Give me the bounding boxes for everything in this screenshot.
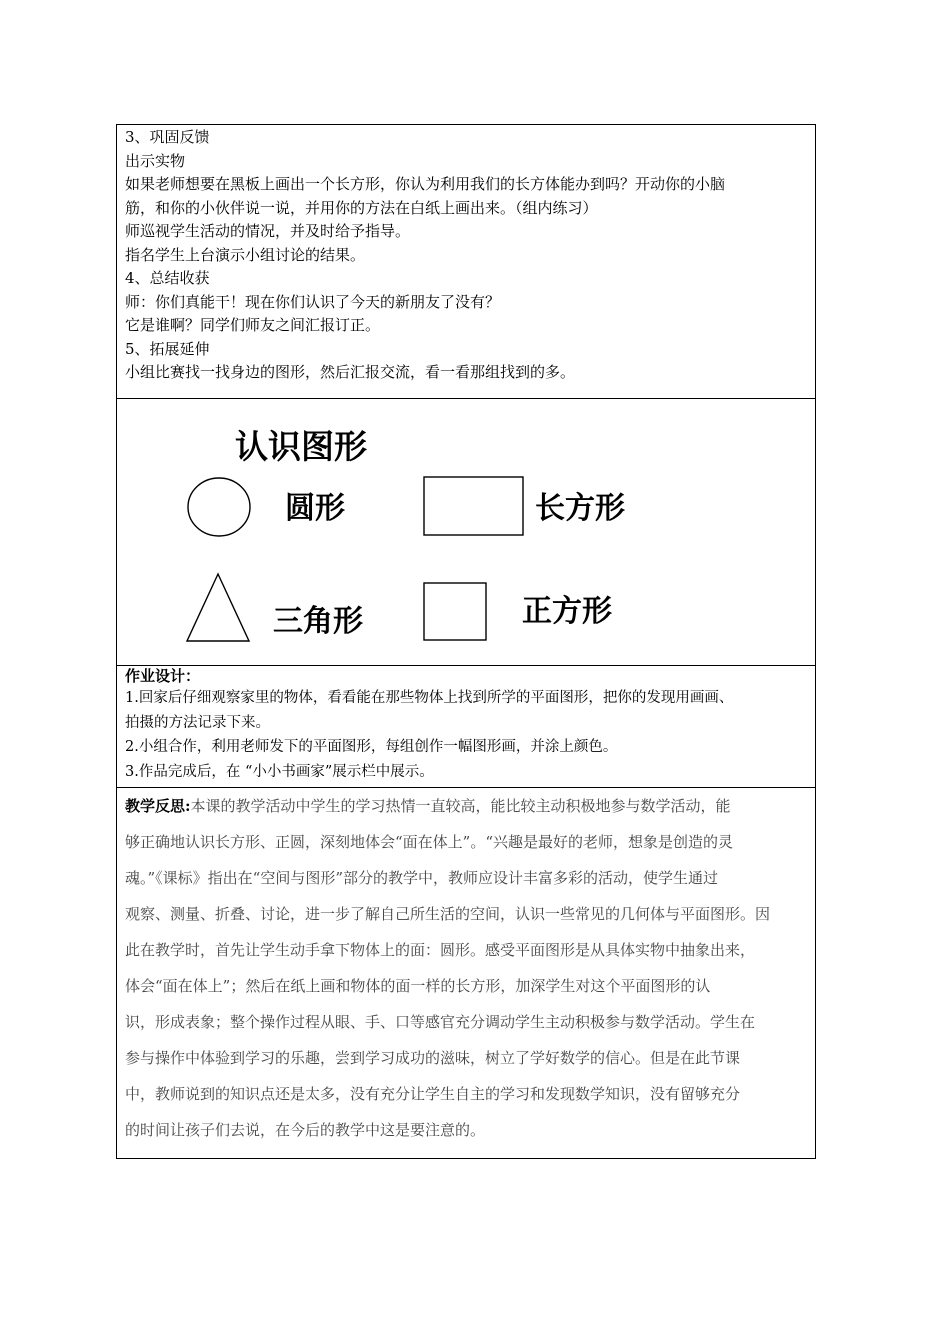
- blackboard-design: [117, 399, 815, 665]
- homework-section: [117, 666, 816, 788]
- reflection-line: 的时间让孩子们去说，在今后的教学中这是要注意的。: [125, 1121, 486, 1139]
- reflection-line: 参与操作中体验到学习的乐趣，尝到学习成功的滋味，树立了学好数学的信心。但是在此节课: [125, 1049, 741, 1067]
- text-line: 出示实物: [125, 151, 186, 170]
- board-title: 认识图形: [235, 427, 367, 466]
- homework-item: 拍摄的方法记录下来。: [125, 714, 270, 731]
- consolidation-section: [117, 125, 816, 399]
- square-shape: [423, 582, 489, 644]
- text-line: 指名学生上台演示小组讨论的结果。: [125, 245, 366, 264]
- reflection-line: 体会“面在体上”；然后在纸上画和物体的面一样的长方形，加深学生对这个平面图形的认: [125, 977, 711, 995]
- triangle-label: 三角形: [273, 604, 363, 639]
- reflection-line: [125, 788, 807, 824]
- reflection-section: [117, 788, 816, 1159]
- circle-label: 圆形: [285, 491, 345, 526]
- blackboard-design-section: [117, 399, 816, 666]
- reflection-line: 魂。”《课标》指出在“空间与图形”部分的教学中，教师应设计丰富多彩的活动，使学生通过: [125, 869, 719, 887]
- text-line: 如果老师想要在黑板上画出一个长方形，你认为利用我们的长方体能办到吗？开动你的小脑: [125, 175, 726, 193]
- text-line: 5、拓展延伸: [125, 339, 210, 358]
- lesson-table: [116, 124, 816, 1159]
- reflection-line: 识，形成表象；整个操作过程从眼、手、口等感官充分调动学生主动积极参与数学活动。学生在: [125, 1013, 756, 1031]
- reflection-line: 观察、测量、折叠、讨论，进一步了解自己所生活的空间，认识一些常见的几何体与平面图形。因: [125, 905, 771, 923]
- homework-item: 3.作品完成后，在 “小小书画家”展示栏中展示。: [125, 763, 434, 780]
- text-line: 师巡视学生活动的情况，并及时给予指导。: [125, 222, 411, 240]
- text-line: 4、总结收获: [125, 269, 210, 287]
- rectangle-shape: [423, 476, 525, 538]
- text-line: 3、巩固反馈: [125, 128, 210, 146]
- reflection-heading: 教学反思:: [125, 797, 191, 815]
- reflection-line: 中，教师说到的知识点还是太多，没有充分让学生自主的学习和发现数学知识，没有留够充分: [125, 1085, 741, 1103]
- text-line: 筋，和你的小伙伴说一说，并用你的方法在白纸上画出来。（组内练习）: [125, 198, 598, 217]
- homework-item: 1.回家后仔细观察家里的物体，看看能在那些物体上找到所学的平面图形，把你的发现用画画、: [125, 690, 734, 706]
- triangle-shape: [186, 572, 252, 644]
- reflection-text: 本课的教学活动中学生的学习热情一直较高，能比较主动积极地参与数学活动，能: [190, 797, 731, 815]
- homework-title: 作业设计：: [125, 667, 201, 685]
- text-line: 它是谁啊？同学们师友之间汇报订正。: [125, 316, 381, 334]
- circle-shape: [186, 477, 252, 539]
- homework-item: 2.小组合作，利用老师发下的平面图形，每组创作一幅图形画，并涂上颜色。: [125, 739, 618, 755]
- text-line: 师：你们真能干！现在你们认识了今天的新朋友了没有？: [125, 292, 501, 311]
- rectangle-label: 长方形: [535, 491, 625, 526]
- reflection-line: 此在教学时，首先让学生动手拿下物体上的面：圆形。感受平面图形是从具体实物中抽象出来，: [125, 941, 756, 959]
- text-line: 小组比赛找一找身边的图形，然后汇报交流，看一看那组找到的多。: [125, 363, 576, 381]
- square-label: 正方形: [522, 594, 612, 629]
- reflection-line: 够正确地认识长方形、正圆，深刻地体会“面在体上”。“兴趣是最好的老师，想象是创造的灵: [125, 833, 734, 851]
